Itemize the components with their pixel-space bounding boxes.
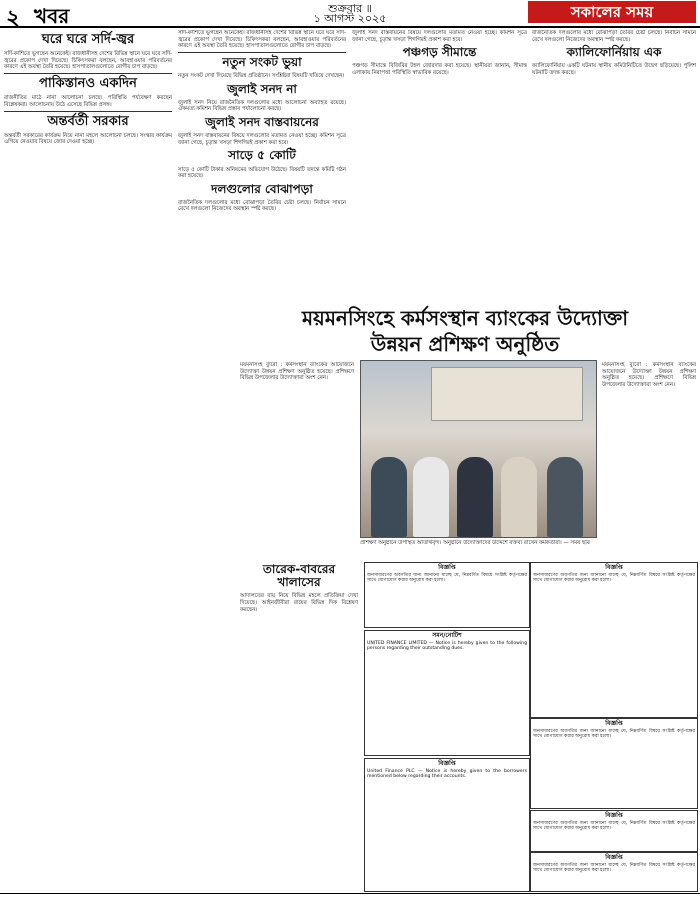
headline-pakistan: পাকিস্তানও একদিন	[39, 76, 137, 92]
notice-body: জনসাধারণের অবগতির জন্য জানানো যাচ্ছে যে, নিম্নবর্ণিত বিষয়ে সংশ্লিষ্ট কর্তৃপক্ষের সাথে যোগাযোগ করার অনুরোধ করা হলো।	[367, 572, 527, 584]
article-body-five-crore: সাড়ে ৫ কোটি টাকার অনিয়মের অভিযোগ উঠেছে। বিষয়টি তদন্তে কমিটি গঠন করা হয়েছে।	[178, 166, 346, 180]
notice-box	[364, 758, 530, 892]
article-body-california: ক্যালিফোর্নিয়ায় একটি ঘটনায় স্থানীয় কমিউনিটিতে উদ্বেগ ছড়িয়েছে। পুলিশ ঘটনাটি তদন্ত করছে।	[532, 63, 696, 76]
article-body-tarek-babar: আদালতের রায় নিয়ে বিভিন্ন মহলে প্রতিক্রিয়া দেখা দিয়েছে। আইনজীবীরা রায়ের বিভিন্ন দিক বিশ্লেষণ করছেন।	[240, 593, 358, 613]
masthead	[0, 0, 700, 31]
headline-interim-government: অন্তর্বর্তী সরকার	[47, 113, 129, 129]
column-1	[4, 30, 172, 890]
feature-headline	[235, 305, 695, 357]
divider	[4, 73, 172, 74]
notice-box	[364, 630, 530, 756]
person-figure	[457, 457, 493, 537]
column-3-lower	[240, 560, 358, 890]
notice-box	[530, 810, 698, 852]
photo-caption: প্রশিক্ষণ অনুষ্ঠানে উপস্থিত অতিথিবৃন্দ। অনুষ্ঠানে উদ্যোক্তাদের উদ্দেশে বক্তব্য রাখেন কর্মকর্তারা। — সময় ছবি	[360, 540, 590, 546]
article-body-panchagarh-border: পঞ্চগড় সীমান্তে বিজিবির টহল জোরদার করা হয়েছে। স্থানীয়রা জানান, সীমান্ত এলাকায় নিরাপত্তা পরিস্থিতি স্বাভাবিক রয়েছে।	[352, 63, 527, 76]
headline-cold-fever: ঘরে ঘরে সর্দি-জ্বর	[41, 32, 135, 47]
article-body-parties-understanding: রাজনৈতিক দলগুলোর মধ্যে বোঝাপড়া তৈরির চেষ্টা চলছে। নির্বাচন সামনে রেখে দলগুলো নিজেদের অবস্থান স্পষ্ট করছে।	[178, 199, 346, 213]
divider	[178, 52, 346, 53]
date-label: ১ আগস্ট ২০২৫	[313, 12, 387, 25]
column-4-upper	[532, 30, 696, 298]
notice-body: জনসাধারণের অবগতির জন্য জানানো যাচ্ছে যে, নিম্নবর্ণিত বিষয়ে সংশ্লিষ্ট কর্তৃপক্ষের সাথে যোগাযোগ করার অনুরোধ করা হলো।	[533, 820, 695, 832]
notice-title: সমন/নোটিশ	[432, 632, 462, 639]
person-figure	[413, 457, 449, 537]
divider	[4, 111, 172, 112]
headline-california: ক্যালিফোর্নিয়ায় এক	[566, 45, 662, 60]
notice-title: বিজ্ঞপ্তি	[605, 564, 623, 571]
article-body-july-charter: জুলাই সনদ নিয়ে রাজনৈতিক দলগুলোর মধ্যে আলোচনা অব্যাহত রয়েছে। ঐকমত্য কমিশন বিভিন্ন প্রস্তাব পর্যালোচনা করছে।	[178, 99, 346, 113]
person-figure	[547, 457, 583, 537]
headline-panchagarh-border: পঞ্চগড় সীমান্তে	[402, 45, 477, 60]
notice-box	[364, 562, 530, 628]
notice-body: জনসাধারণের অবগতির জন্য জানানো যাচ্ছে যে, নিম্নবর্ণিত বিষয়ে সংশ্লিষ্ট কর্তৃপক্ষের সাথে যোগাযোগ করার অনুরোধ করা হলো।	[533, 572, 695, 584]
notice-body: জনসাধারণের অবগতির জন্য জানানো যাচ্ছে যে, নিম্নবর্ণিত বিষয়ে সংশ্লিষ্ট কর্তৃপক্ষের সাথে যোগাযোগ করার অনুরোধ করা হলো।	[533, 862, 695, 874]
notice-body: UNITED FINANCE LIMITED — Notice is hereby given to the following persons regarding their outstanding dues.	[367, 640, 527, 652]
notice-title: বিজ্ঞপ্তি	[438, 760, 456, 767]
headline-july-charter: জুলাই সনদ না	[227, 81, 297, 96]
notice-box	[530, 852, 698, 892]
notice-title: বিজ্ঞপ্তি	[605, 812, 623, 819]
feature-headline-line-1: ময়মনসিংহে কর্মসংস্থান ব্যাংকের উদ্যোক্তা	[301, 306, 629, 330]
feature-headline-line-2: উন্নয়ন প্রশিক্ষণ অনুষ্ঠিত	[370, 332, 560, 356]
day-label: শুক্রবার ॥	[328, 2, 372, 15]
article-body-pakistan: রাজনীতির মাঠে নানা আলোচনা চলছে। পরিস্থিতি পর্যবেক্ষণ করছেন বিশ্লেষকরা। আলোচনায় উঠে এসেছে বিভিন্ন প্রসঙ্গ।	[4, 95, 172, 108]
headline-new-crisis: নতুন সংকট ভুয়া	[222, 54, 302, 69]
article-continuation: রাজনৈতিক দলগুলোর মধ্যে বোঝাপড়া তৈরির চেষ্টা চলছে। নির্বাচন সামনে রেখে দলগুলো নিজেদের অবস্থান স্পষ্ট করছে।	[532, 30, 696, 43]
feature-photo	[360, 360, 597, 538]
person-figure	[371, 457, 407, 537]
headline-july-charter-implementation: জুলাই সনদ বাস্তবায়নের	[205, 114, 319, 129]
feature-body-right: ময়মনসিংহ ব্যুরো : কর্মসংস্থান ব্যাংকের আয়োজনে উদ্যোক্তা উন্নয়ন প্রশিক্ষণ অনুষ্ঠিত হয়েছে। প্রশিক্ষণে বিভিন্ন উপজেলার উদ্যোক্তারা অংশ নেন।	[602, 362, 696, 388]
article-continuation: সর্দি-কাশিতে ভুগছেন অনেকেই। রাজধানীসহ দেশের বিভিন্ন স্থানে ঘরে ঘরে সর্দি-জ্বরের প্রকোপ দেখা দিয়েছে। চিকিৎসকরা বলছেন, আবহাওয়ার পরিবর্তনের কারণে এই অবস্থা তৈরি হয়েছে। হাসপাতালগুলোতে রোগীর চাপ বাড়ছে।	[178, 30, 346, 50]
person-figure	[501, 457, 537, 537]
article-continuation: জুলাই সনদ বাস্তবায়নের বিষয়ে দলগুলোর মতামত নেওয়া হচ্ছে। কমিশন সূত্রে জানা গেছে, চূড়ান্ত খসড়া শিগগিরই প্রকাশ করা হবে।	[352, 30, 527, 43]
page-number: ২	[6, 6, 21, 31]
page-footer-rule	[0, 893, 700, 911]
event-banner	[431, 367, 583, 421]
section-title: খবর	[34, 4, 70, 28]
headline-parties-understanding: দলগুলোর বোঝাপড়া	[211, 181, 313, 196]
feature-lead: ময়মনসিংহ ব্যুরো : কর্মসংস্থান ব্যাংকের আয়োজনে উদ্যোক্তা উন্নয়ন প্রশিক্ষণ অনুষ্ঠিত হয়েছে। প্রশিক্ষণে বিভিন্ন উপজেলার উদ্যোক্তারা অংশ নেন।	[240, 362, 354, 382]
article-body-cold-fever: সর্দি-কাশিতে ভুগছেন অনেকেই। রাজধানীসহ দেশের বিভিন্ন স্থানে ঘরে ঘরে সর্দি-জ্বরের প্রকোপ দেখা দিয়েছে। চিকিৎসকরা বলছেন, আবহাওয়ার পরিবর্তনের কারণে এই অবস্থা তৈরি হয়েছে। হাসপাতালগুলোতে রোগীর চাপ বাড়ছে।	[4, 51, 172, 71]
notice-box	[530, 562, 698, 718]
notice-body: জনসাধারণের অবগতির জন্য জানানো যাচ্ছে যে, নিম্নবর্ণিত বিষয়ে সংশ্লিষ্ট কর্তৃপক্ষের সাথে যোগাযোগ করার অনুরোধ করা হলো।	[533, 728, 695, 740]
notice-title: বিজ্ঞপ্তি	[605, 854, 623, 861]
column-3-upper	[352, 30, 527, 298]
notice-title: বিজ্ঞপ্তি	[438, 564, 456, 571]
article-body-july-charter-implementation: জুলাই সনদ বাস্তবায়নের বিষয়ে দলগুলোর মতামত নেওয়া হচ্ছে। কমিশন সূত্রে জানা গেছে, চূড়ান্ত খসড়া শিগগিরই প্রকাশ করা হবে।	[178, 133, 346, 146]
newspaper-logo: সকালের সময়	[528, 1, 696, 23]
notice-box	[530, 718, 698, 809]
article-body-interim-government: অন্তর্বর্তী সরকারের কার্যক্রম নিয়ে নানা মহলে আলোচনা চলছে। সংস্কার কার্যক্রম এগিয়ে নেওয়ার বিষয়ে জোর দেওয়া হচ্ছে।	[4, 132, 172, 146]
notice-body: United Finance PLC — Notice is hereby given to the borrowers mentioned below regarding their accounts.	[367, 768, 527, 780]
article-body-new-crisis: নতুন সংকট দেখা দিয়েছে বিভিন্ন প্রতিষ্ঠানে। সংশ্লিষ্টরা বিষয়টি খতিয়ে দেখছেন।	[178, 72, 345, 79]
headline-tarek-babar: তারেক-বাবরের খালাসের	[262, 562, 336, 590]
dateline	[260, 4, 440, 24]
notice-title: বিজ্ঞপ্তি	[605, 720, 623, 727]
headline-five-crore: সাড়ে ৫ কোটি	[228, 148, 296, 163]
